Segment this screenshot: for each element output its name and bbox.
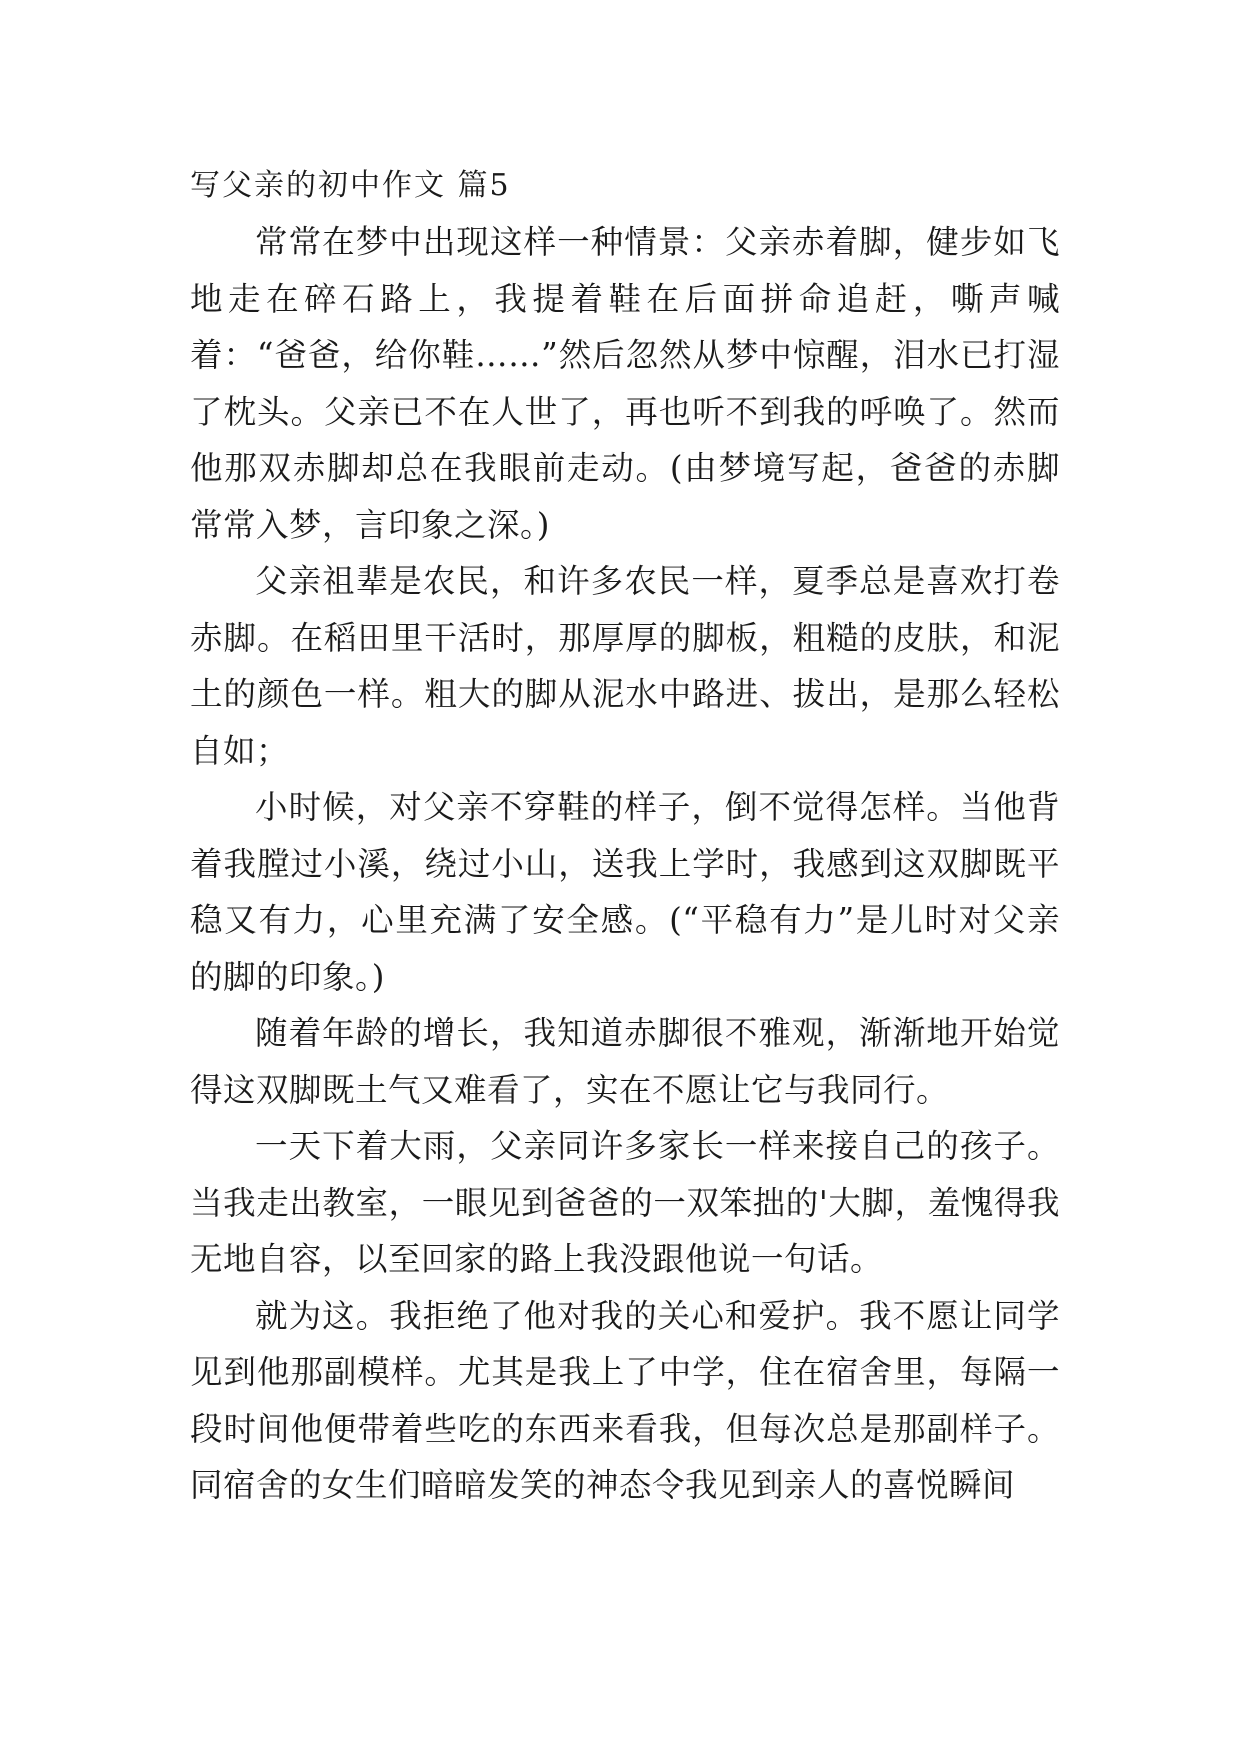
paragraph-6: 就为这。我拒绝了他对我的关心和爱护。我不愿让同学见到他那副模样。尤其是我上了中学，住在宿舍里，每隔一段时间他便带着些吃的东西来看我，但每次总是那副样子。同宿舍的女生们暗暗发笑的神态令我见到亲人的喜悦瞬间 [190,1296,1060,1504]
paragraph-3: 小时候，对父亲不穿鞋的样子，倒不觉得怎样。当他背着我膛过小溪，绕过小山，送我上学时，我感到这双脚既平稳又有力，心里充满了安全感。(“平稳有力”是儿时对父亲的脚的印象。) [190,788,1060,996]
paragraph-4: 随着年龄的增长，我知道赤脚很不雅观，渐渐地开始觉得这双脚既土气又难看了，实在不愿让它与我同行。 [190,1014,1060,1109]
paragraph-5: 一天下着大雨，父亲同许多家长一样来接自己的孩子。当我走出教室，一眼见到爸爸的一双笨拙的'大脚，羞愧得我无地自容，以至回家的路上我没跟他说一句话。 [190,1127,1060,1278]
paragraph-1: 常常在梦中出现这样一种情景：父亲赤着脚，健步如飞地走在碎石路上，我提着鞋在后面拼命追赶，嘶声喊着：“爸爸，给你鞋……”然后忽然从梦中惊醒，泪水已打湿了枕头。父亲已不在人世了，再也听不到我的呼唤了。然而他那双赤脚却总在我眼前走动。(由梦境写起，爸爸的赤脚常常入梦，言印象之深。) [190,223,1060,544]
paragraph-2: 父亲祖辈是农民，和许多农民一样，夏季总是喜欢打卷赤脚。在稻田里干活时，那厚厚的脚板，粗糙的皮肤，和泥土的颜色一样。粗大的脚从泥水中路进、拔出，是那么轻松自如； [190,562,1060,770]
document-title: 写父亲的初中作文 篇5 [190,168,511,203]
document-page [190,158,1060,1514]
